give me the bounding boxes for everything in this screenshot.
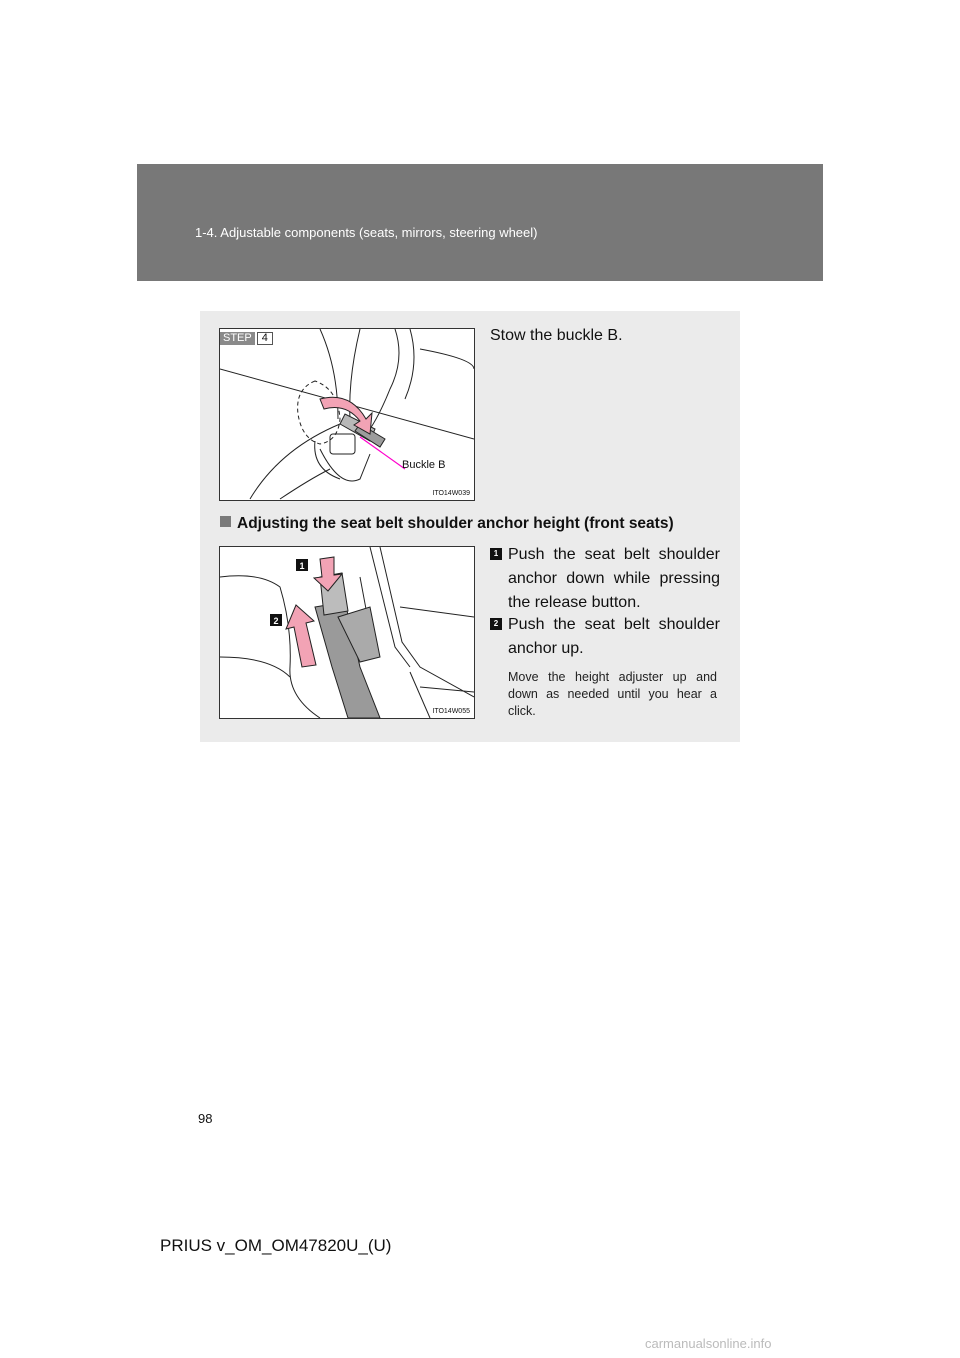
square-bullet-icon: [220, 516, 231, 527]
section-heading-text: Adjusting the seat belt shoulder anchor height (front seats): [237, 515, 674, 532]
step-badge: [220, 332, 273, 345]
section-heading: [220, 515, 674, 533]
number-icon: 1: [490, 548, 502, 560]
list-item-text: Push the seat belt shoulder anchor up.: [508, 616, 720, 657]
page-number: 98: [198, 1111, 213, 1126]
shoulder-anchor-illustration: [219, 546, 475, 719]
footer-code: PRIUS v_OM_OM47820U_(U): [160, 1236, 392, 1255]
list-item: [490, 543, 720, 615]
step-label: STEP: [220, 332, 255, 345]
buckle-drawing: [220, 329, 474, 500]
content-panel: [200, 311, 740, 742]
marker-1-number: 1: [299, 561, 305, 571]
list-item: [490, 613, 720, 661]
shoulder-anchor-drawing: [220, 547, 474, 718]
number-icon: 2: [490, 618, 502, 630]
list-item-text: Push the seat belt shoulder anchor down while pressing the release button.: [508, 546, 720, 611]
marker-2-number: 2: [273, 616, 279, 626]
figure-code: ITO14W055: [432, 708, 470, 715]
section-title: 1-4. Adjustable components (seats, mirrors, steering wheel): [195, 225, 538, 240]
figure-code: ITO14W039: [432, 490, 470, 497]
page-header: [137, 164, 823, 281]
step-number: 4: [257, 332, 273, 345]
step-instruction: Stow the buckle B.: [490, 327, 623, 344]
buckle-b-label: Buckle B: [402, 459, 446, 471]
watermark: carmanualsonline.info: [645, 1336, 772, 1351]
buckle-illustration: [219, 328, 475, 501]
note-text: Move the height adjuster up and down as needed until you hear a click.: [508, 670, 717, 718]
